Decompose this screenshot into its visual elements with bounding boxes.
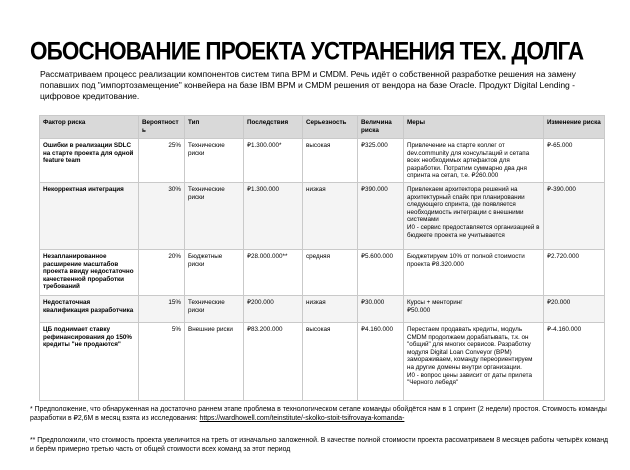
table-header-row [40, 116, 605, 139]
cell-factor: ЦБ поднимает ставку рефинансирования до 150% кредиты "не продаются" [40, 323, 139, 401]
cell-factor: Некорректная интеграция [40, 183, 139, 250]
cell-change: ₽2.720.000 [544, 250, 605, 296]
cell-consequences: ₽1.300.000* [244, 139, 303, 183]
cell-probability: 15% [139, 296, 185, 323]
cell-change: ₽-65.000 [544, 139, 605, 183]
cell-magnitude: ₽4.160.000 [358, 323, 404, 401]
cell-type: Технические риски [185, 139, 244, 183]
header-severity: Серьезность [303, 116, 358, 139]
risk-table [39, 115, 605, 401]
cell-type: Бюджетные риски [185, 250, 244, 296]
header-consequences: Последствия [244, 116, 303, 139]
cell-magnitude: ₽325.000 [358, 139, 404, 183]
cell-magnitude: ₽30.000 [358, 296, 404, 323]
table-row [40, 250, 605, 296]
cell-magnitude: ₽5.600.000 [358, 250, 404, 296]
table-row [40, 183, 605, 250]
cell-severity: высокая [303, 139, 358, 183]
cell-probability: 20% [139, 250, 185, 296]
header-probability: Вероятность [139, 116, 185, 139]
header-magnitude: Величина риска [358, 116, 404, 139]
header-measures: Меры [404, 116, 544, 139]
cell-factor: Ошибки в реализации SDLC на старте проекта для одной feature team [40, 139, 139, 183]
cell-severity: средняя [303, 250, 358, 296]
cell-probability: 25% [139, 139, 185, 183]
cell-change: ₽-390.000 [544, 183, 605, 250]
footnote-1-text: * Предположение, что обнаруженная на достаточно раннем этапе проблема в технологическом сетапе команды обойдётся нам в 1 спринт (2 недели) простоя. Стоимость команды разработки в ₽2,6М в месяц взята из исследования: [30, 406, 607, 422]
intro-paragraph: Рассматриваем процесс реализации компонентов систем типа BPM и CMDM. Речь идёт о собственной разработке решения на замену попавших под "импортозамещение" конвейера на базе IBM BPM и CMDM решения от вендора на базе Oracle. Продукт Digital Lending - цифровое кредитование. [40, 69, 576, 101]
cell-measures: Перестаем продавать кредиты, модуль CMDM продолжаем дорабатывать, т.к. он "общий" для многих сервисов. Разработку модуля Digital Loan Conveyor (BPM) замораживаем, команду переориентируем на другие домены внутри организации. И0 - вопрос цены зависит от даты прилета "Черного лебедя" [404, 323, 544, 401]
cell-probability: 5% [139, 323, 185, 401]
table-row [40, 296, 605, 323]
cell-change: ₽20.000 [544, 296, 605, 323]
cell-measures: Привлечение на старте коллег от dev.community для консультаций и сетапа всех необходимых артефактов для разработки. Потратим суммарно два дня спринта на сетап, т.е. ₽260.000 [404, 139, 544, 183]
table-row [40, 139, 605, 183]
cell-factor: Недостаточная квалификация разработчика [40, 296, 139, 323]
footnote-1-link[interactable]: https://wardhowell.com/teinstitute/-skolko-stoit-tsifrovaya-komanda- [199, 415, 405, 422]
cell-type: Технические риски [185, 183, 244, 250]
header-change: Изменение риска [544, 116, 605, 139]
cell-severity: высокая [303, 323, 358, 401]
cell-severity: низкая [303, 183, 358, 250]
page-title: ОБОСНОВАНИЕ ПРОЕКТА УСТРАНЕНИЯ ТЕХ. ДОЛГА [30, 37, 584, 65]
cell-type: Внешние риски [185, 323, 244, 401]
cell-severity: низкая [303, 296, 358, 323]
footnote-2: ** Предположили, что стоимость проекта увеличится на треть от изначально заложенной. В качестве полной стоимости проекта рассматриваем 8 месяцев работы четырёх команд и берём примерно третью часть от общей стоимости всех команд за этот период [30, 437, 609, 453]
table-row [40, 323, 605, 401]
cell-consequences: ₽83.200.000 [244, 323, 303, 401]
cell-probability: 30% [139, 183, 185, 250]
cell-consequences: ₽1.300.000 [244, 183, 303, 250]
cell-measures: Курсы + менторинг ₽50.000 [404, 296, 544, 323]
cell-consequences: ₽28.000.000** [244, 250, 303, 296]
cell-measures: Привлекаем архитектора решений на архитектурный спайк при планировании следующего спринта, где появляется необходимость интеграции с внешними системами И0 - сервис предоставляется организацией в бюджете проекта не учитывается [404, 183, 544, 250]
header-type: Тип [185, 116, 244, 139]
footnote-1 [30, 405, 610, 423]
cell-factor: Незапланированное расширение масштабов проекта ввиду недостаточно качественной проработки требований [40, 250, 139, 296]
cell-change: ₽-4.160.000 [544, 323, 605, 401]
cell-type: Технические риски [185, 296, 244, 323]
cell-consequences: ₽200.000 [244, 296, 303, 323]
cell-magnitude: ₽390.000 [358, 183, 404, 250]
cell-measures: Бюджетируем 10% от полной стоимости проекта ₽8.320.000 [404, 250, 544, 296]
header-factor: Фактор риска [40, 116, 139, 139]
